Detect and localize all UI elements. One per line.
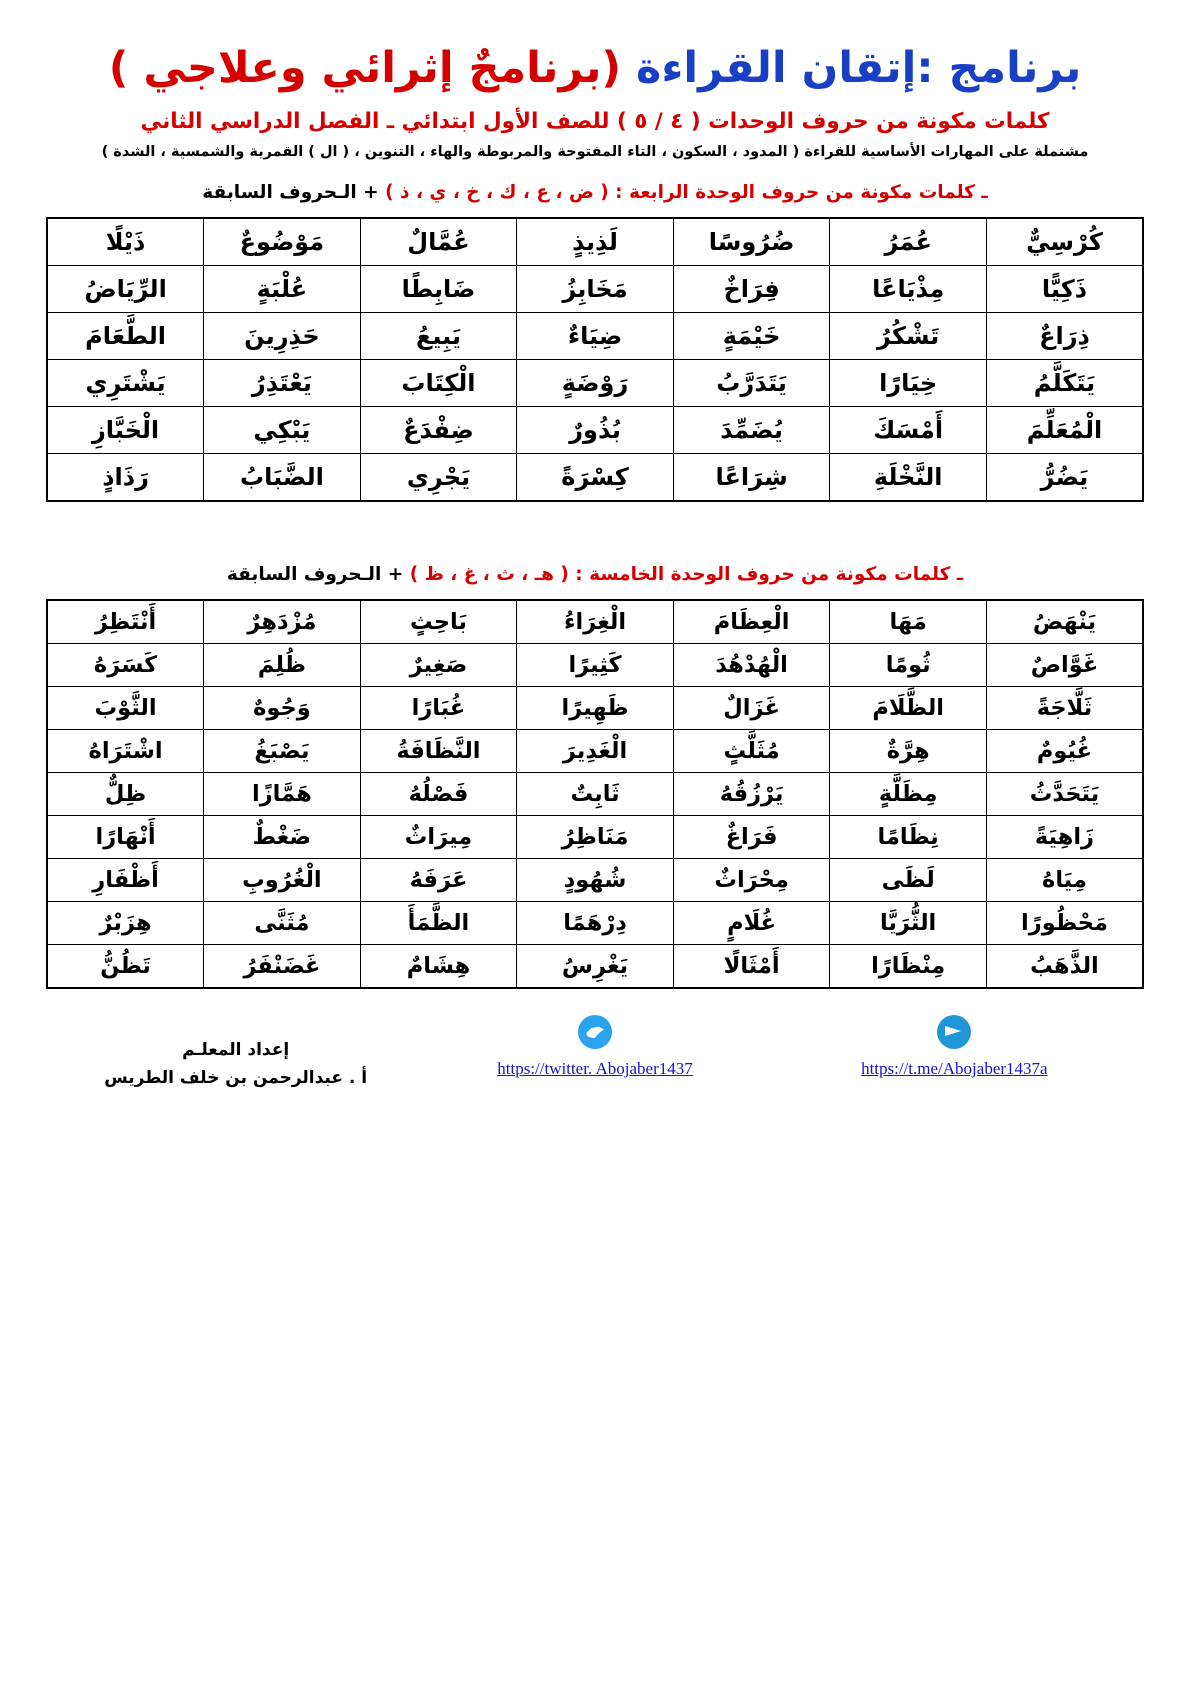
word-cell: يَصْبَغُ bbox=[204, 730, 361, 773]
words-table-unit-5-body bbox=[47, 600, 1143, 988]
table-row bbox=[47, 454, 1143, 502]
word-cell: مَحْظُورًا bbox=[986, 902, 1143, 945]
twitter-icon bbox=[578, 1015, 612, 1049]
word-cell: يَنْهَضُ bbox=[986, 600, 1143, 644]
word-cell: لَذِيذٍ bbox=[517, 218, 674, 266]
page-title bbox=[46, 44, 1144, 93]
word-cell: يَبِيعُ bbox=[360, 313, 517, 360]
word-cell: ضَغْطٌ bbox=[204, 816, 361, 859]
word-cell: غُيُومٌ bbox=[986, 730, 1143, 773]
word-cell: هِشَامٌ bbox=[360, 945, 517, 989]
table-row bbox=[47, 266, 1143, 313]
word-cell: مَوْضُوعٌ bbox=[204, 218, 361, 266]
words-table-unit-5 bbox=[46, 599, 1144, 989]
word-cell: نِظَامًا bbox=[830, 816, 987, 859]
word-cell: ذَكِيًّا bbox=[986, 266, 1143, 313]
word-cell: الضَّبَابُ bbox=[204, 454, 361, 502]
twitter-link[interactable]: https://twitter. Abojaber1437 bbox=[497, 1059, 693, 1079]
word-cell: الثُّرَيَّا bbox=[830, 902, 987, 945]
word-cell: عُمَرُ bbox=[830, 218, 987, 266]
word-cell: غُلَامٍ bbox=[673, 902, 830, 945]
word-cell: حَذِرِينَ bbox=[204, 313, 361, 360]
word-cell: مِيَاهُ bbox=[986, 859, 1143, 902]
word-cell: عُلْبَةٍ bbox=[204, 266, 361, 313]
word-cell: الظَّلَامَ bbox=[830, 687, 987, 730]
word-cell: مَنَاظِرُ bbox=[517, 816, 674, 859]
word-cell: كُرْسِيٌّ bbox=[986, 218, 1143, 266]
word-cell: الذَّهَبُ bbox=[986, 945, 1143, 989]
table-row bbox=[47, 600, 1143, 644]
word-cell: يَعْتَذِرُ bbox=[204, 360, 361, 407]
table-row bbox=[47, 407, 1143, 454]
word-cell: يَشْتَرِي bbox=[47, 360, 204, 407]
word-cell: النَّظَافَةُ bbox=[360, 730, 517, 773]
page-title-red: (برنامجٌ إثرائي وعلاجي ) bbox=[108, 43, 621, 93]
section-1-heading bbox=[46, 182, 1144, 203]
word-cell: يَبْكِي bbox=[204, 407, 361, 454]
telegram-link[interactable]: https://t.me/Abojaber1437a bbox=[861, 1059, 1048, 1079]
word-cell: عُمَّالٌ bbox=[360, 218, 517, 266]
word-cell: ذِرَاعٌ bbox=[986, 313, 1143, 360]
word-cell: ضِفْدَعٌ bbox=[360, 407, 517, 454]
word-cell: النَّخْلَةِ bbox=[830, 454, 987, 502]
word-cell: أَمْسَكَ bbox=[830, 407, 987, 454]
table-row bbox=[47, 945, 1143, 989]
word-cell: مِنْظَارًا bbox=[830, 945, 987, 989]
subtitle-skills: مشتملة على المهارات الأساسية للقراءة ( المدود ، السكون ، التاء المفتوحة والمربوطة والهاء ، التنوين ، ( ال ) القمرية والشمسية ، الشدة ) bbox=[101, 144, 1089, 161]
word-cell: مِذْيَاعًا bbox=[830, 266, 987, 313]
word-cell: غَوَّاصٌ bbox=[986, 644, 1143, 687]
word-cell: ضُرُوسًا bbox=[673, 218, 830, 266]
word-cell: ذَيْلًا bbox=[47, 218, 204, 266]
word-cell: تَظُنُّ bbox=[47, 945, 204, 989]
word-cell: يَتَحَدَّثُ bbox=[986, 773, 1143, 816]
telegram-icon bbox=[937, 1015, 971, 1049]
word-cell: لَظَى bbox=[830, 859, 987, 902]
word-cell: الْعِظَامَ bbox=[673, 600, 830, 644]
section-spacer bbox=[46, 508, 1144, 542]
word-cell: الْغِرَاءُ bbox=[517, 600, 674, 644]
word-cell: ثَلَّاجَةً bbox=[986, 687, 1143, 730]
word-cell: تَشْكُرُ bbox=[830, 313, 987, 360]
word-cell: يَغْرِسُ bbox=[517, 945, 674, 989]
word-cell: الْغُرُوبِ bbox=[204, 859, 361, 902]
word-cell: يَتَدَرَّبُ bbox=[673, 360, 830, 407]
word-cell: صَغِيرٌ bbox=[360, 644, 517, 687]
word-cell: مُثَلَّثٍ bbox=[673, 730, 830, 773]
word-cell: مِيرَاثٌ bbox=[360, 816, 517, 859]
word-cell: رَذَاذٍ bbox=[47, 454, 204, 502]
page-title-blue: برنامج :إتقان القراءة bbox=[635, 43, 1082, 93]
word-cell: ثُومًا bbox=[830, 644, 987, 687]
table-row bbox=[47, 816, 1143, 859]
word-cell: فِرَاخٌ bbox=[673, 266, 830, 313]
word-cell: الْهُدْهُدَ bbox=[673, 644, 830, 687]
word-cell: أَنْهَارًا bbox=[47, 816, 204, 859]
word-cell: خَيْمَةٍ bbox=[673, 313, 830, 360]
table-row bbox=[47, 360, 1143, 407]
word-cell: هَمَّازًا bbox=[204, 773, 361, 816]
word-cell: وَجُوهٌ bbox=[204, 687, 361, 730]
word-cell: مَخَابِزُ bbox=[517, 266, 674, 313]
word-cell: دِرْهَمًا bbox=[517, 902, 674, 945]
table-row bbox=[47, 687, 1143, 730]
section-2-heading-black: + الـحروف السابقة bbox=[226, 564, 404, 586]
word-cell: كِسْرَةً bbox=[517, 454, 674, 502]
table-row bbox=[47, 730, 1143, 773]
table-row bbox=[47, 218, 1143, 266]
word-cell: زَاهِيَةً bbox=[986, 816, 1143, 859]
word-cell: الرِّيَاضُ bbox=[47, 266, 204, 313]
teacher-label: إعداد المعلـم bbox=[182, 1040, 290, 1061]
word-cell: هِرَّةٌ bbox=[830, 730, 987, 773]
subtitle-units: كلمات مكونة من حروف الوحدات ( ٤ / ٥ ) للصف الأول ابتدائي ـ الفصل الدراسي الثاني bbox=[140, 109, 1050, 135]
section-2-heading-red: ـ كلمات مكونة من حروف الوحدة الخامسة : ( هـ ، ث ، غ ، ظ ) bbox=[409, 564, 964, 586]
page-footer bbox=[46, 1015, 1144, 1091]
word-cell: مَهَا bbox=[830, 600, 987, 644]
section-1-heading-black: + الـحروف السابقة bbox=[202, 182, 379, 204]
word-cell: مُثَنَّى bbox=[204, 902, 361, 945]
teacher-credit bbox=[56, 1015, 415, 1091]
word-cell: بُذُورٌ bbox=[517, 407, 674, 454]
word-cell: الْغَدِيرَ bbox=[517, 730, 674, 773]
word-cell: ظُلِمَ bbox=[204, 644, 361, 687]
word-cell: فَصْلُهُ bbox=[360, 773, 517, 816]
word-cell: بَاحِثٍ bbox=[360, 600, 517, 644]
word-cell: يَتَكَلَّمُ bbox=[986, 360, 1143, 407]
word-cell: عَرَفَهُ bbox=[360, 859, 517, 902]
table-row bbox=[47, 902, 1143, 945]
word-cell: ضِيَاءٌ bbox=[517, 313, 674, 360]
word-cell: يَجْرِي bbox=[360, 454, 517, 502]
section-2-heading bbox=[46, 564, 1144, 585]
word-cell: ثَابِتٌ bbox=[517, 773, 674, 816]
word-cell: كَثِيرًا bbox=[517, 644, 674, 687]
word-cell: مِحْرَاثٌ bbox=[673, 859, 830, 902]
twitter-block bbox=[415, 1015, 774, 1079]
word-cell: فَرَاغٌ bbox=[673, 816, 830, 859]
word-cell: رَوْضَةٍ bbox=[517, 360, 674, 407]
word-cell: هِزَبْرٌ bbox=[47, 902, 204, 945]
teacher-name: أ . عبدالرحمن بن خلف الطريس bbox=[104, 1067, 368, 1088]
word-cell: الْخَبَّازِ bbox=[47, 407, 204, 454]
word-cell: كَسَرَهُ bbox=[47, 644, 204, 687]
word-cell: مِظَلَّةٍ bbox=[830, 773, 987, 816]
word-cell: شُهُودٍ bbox=[517, 859, 674, 902]
word-cell: أَنْتَظِرُ bbox=[47, 600, 204, 644]
word-cell: ظَهِيرًا bbox=[517, 687, 674, 730]
words-table-unit-4 bbox=[46, 217, 1144, 502]
word-cell: مُزْدَهِرٌ bbox=[204, 600, 361, 644]
telegram-block bbox=[775, 1015, 1134, 1079]
word-cell: غُبَارًا bbox=[360, 687, 517, 730]
word-cell: الْمُعَلِّمَ bbox=[986, 407, 1143, 454]
word-cell: خِيَارًا bbox=[830, 360, 987, 407]
section-1-heading-red: ـ كلمات مكونة من حروف الوحدة الرابعة : ( ض ، ع ، ك ، خ ، ي ، ذ ) bbox=[385, 182, 988, 204]
word-cell: أَمْثَالًا bbox=[673, 945, 830, 989]
table-row bbox=[47, 644, 1143, 687]
word-cell: يَرْزُقُهُ bbox=[673, 773, 830, 816]
words-table-unit-4-body bbox=[47, 218, 1143, 501]
word-cell: اشْتَرَاهُ bbox=[47, 730, 204, 773]
word-cell: ظِلٌّ bbox=[47, 773, 204, 816]
word-cell: أَظْفَارِ bbox=[47, 859, 204, 902]
word-cell: يُضَمِّدَ bbox=[673, 407, 830, 454]
word-cell: يَضُرُّ bbox=[986, 454, 1143, 502]
word-cell: غَضَنْفَرُ bbox=[204, 945, 361, 989]
word-cell: الْكِتَابَ bbox=[360, 360, 517, 407]
word-cell: الظَّمَأَ bbox=[360, 902, 517, 945]
word-cell: الثَّوْبَ bbox=[47, 687, 204, 730]
word-cell: ضَابِطًا bbox=[360, 266, 517, 313]
word-cell: الطَّعَامَ bbox=[47, 313, 204, 360]
table-row bbox=[47, 773, 1143, 816]
table-row bbox=[47, 859, 1143, 902]
word-cell: شِرَاعًا bbox=[673, 454, 830, 502]
word-cell: غَزَالٌ bbox=[673, 687, 830, 730]
table-row bbox=[47, 313, 1143, 360]
